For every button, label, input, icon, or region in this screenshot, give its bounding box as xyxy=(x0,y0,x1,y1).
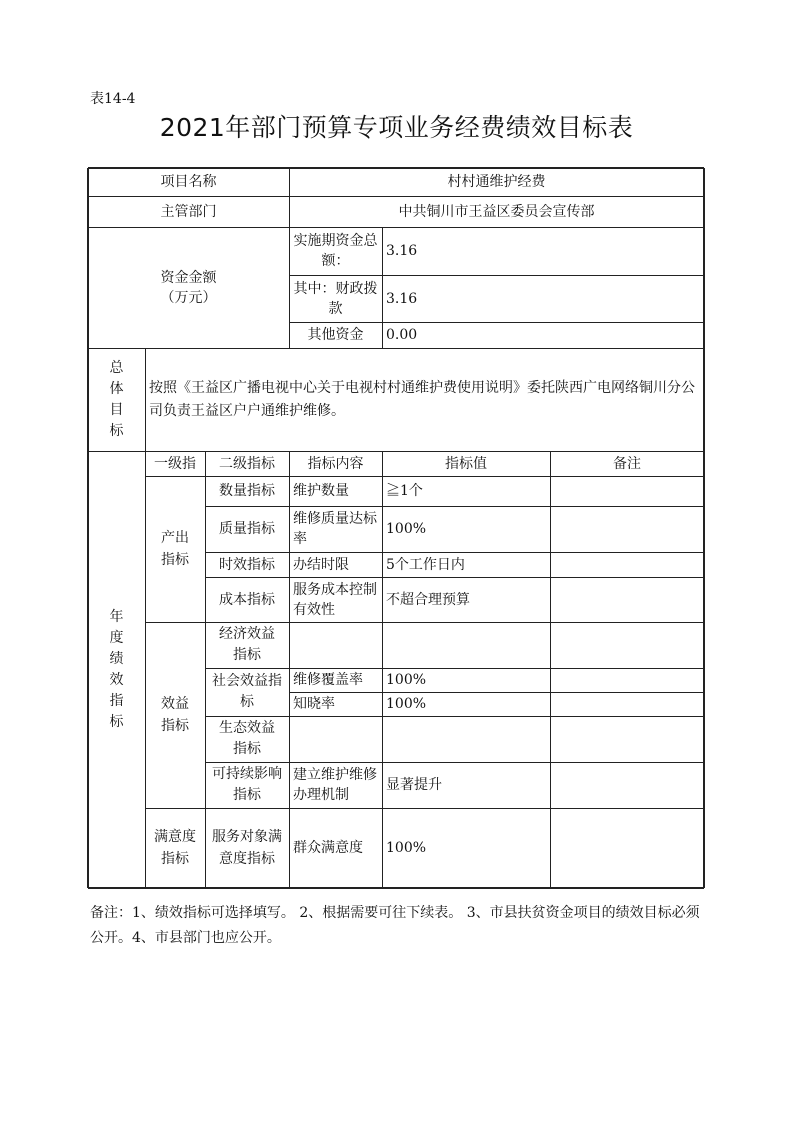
fund-label-line2: （万元） xyxy=(160,289,217,306)
row0-note xyxy=(550,476,704,506)
col-l1-header: 一级指 xyxy=(154,455,196,472)
row0-l2: 数量指标 xyxy=(219,483,275,499)
grid-line-h xyxy=(205,762,704,763)
fund-total-label: 实施期资金总额： xyxy=(293,233,378,269)
row8-note xyxy=(550,762,704,808)
row4-value xyxy=(382,622,550,668)
row2-note xyxy=(550,552,704,577)
row1-content: 维修质量达标率 xyxy=(293,511,377,547)
row6-value: 100% xyxy=(386,696,427,712)
row6-note xyxy=(550,692,704,716)
grid-line-h xyxy=(205,577,704,578)
fund-label-line1: 资金金额 xyxy=(160,269,217,286)
row1-note xyxy=(550,506,704,552)
dept-label: 主管部门 xyxy=(160,203,217,220)
grid-line-h xyxy=(289,692,704,693)
row5-value: 100% xyxy=(386,672,427,688)
row8-l2: 可持续影响指标 xyxy=(212,766,282,803)
col-note-header: 备注 xyxy=(613,455,641,472)
grid-line-h xyxy=(88,227,704,228)
row5-content: 维修覆盖率 xyxy=(293,672,363,688)
row0-value: ≧1个 xyxy=(386,483,423,499)
fund-fiscal-value: 3.16 xyxy=(386,290,418,307)
grid-line-h xyxy=(88,887,704,889)
grid-line-h xyxy=(145,476,704,477)
row4-note xyxy=(550,622,704,668)
row3-content: 服务成本控制有效性 xyxy=(293,581,377,618)
row7-note xyxy=(550,716,704,762)
project-name-label: 项目名称 xyxy=(160,174,217,190)
row9-note xyxy=(550,808,704,888)
row8-value: 显著提升 xyxy=(386,777,442,793)
grid-line-h xyxy=(205,506,704,507)
row0-content: 维护数量 xyxy=(293,483,349,499)
fund-fiscal-label: 其中：财政拨款 xyxy=(293,280,378,317)
footnote: 备注：1、绩效指标可选择填写。 2、根据需要可往下续表。 3、市县扶贫资金项目的绩效目标必须公开。4、市县部门也应公开。 xyxy=(90,905,700,946)
grid-line-v xyxy=(703,168,705,888)
indicators-section-label: 年度绩效指标 xyxy=(109,608,124,730)
grid-line-h xyxy=(205,716,704,717)
grid-line-h xyxy=(88,167,704,169)
output-indicators-label: 产出指标 xyxy=(161,530,189,568)
grid-line-v xyxy=(289,451,290,888)
grid-line-v xyxy=(550,451,551,888)
grid-line-v xyxy=(382,227,383,348)
fund-other-value: 0.00 xyxy=(386,327,418,343)
grid-line-h xyxy=(88,451,704,452)
fund-other-label: 其他资金 xyxy=(307,327,364,343)
col-l2-header: 二级指标 xyxy=(219,455,275,472)
row3-value: 不超合理预算 xyxy=(386,591,470,608)
row8-content: 建立维护维修办理机制 xyxy=(293,767,377,803)
row9-value: 100% xyxy=(386,840,427,856)
benefit-indicators-label: 效益指标 xyxy=(161,696,189,734)
satisfaction-indicators-label: 满意度指标 xyxy=(154,829,196,867)
grid-line-h xyxy=(289,322,704,323)
row1-value: 100% xyxy=(386,521,427,537)
col-value-header: 指标值 xyxy=(445,455,487,472)
grid-line-h xyxy=(145,808,704,809)
row5-l2: 社会效益指标 xyxy=(212,673,282,710)
row3-l2: 成本指标 xyxy=(219,591,275,608)
fund-total-value: 3.16 xyxy=(386,243,418,259)
row2-content: 办结时限 xyxy=(293,556,349,573)
row7-value xyxy=(382,716,550,762)
row5-note xyxy=(550,668,704,692)
table-id: 表14-4 xyxy=(90,91,136,107)
grid-line-h xyxy=(88,196,704,197)
row9-content: 群众满意度 xyxy=(293,840,363,856)
row9-l2: 服务对象满意度指标 xyxy=(212,829,282,867)
grid-line-h xyxy=(205,668,704,669)
project-name-value: 村村通维护经费 xyxy=(447,174,546,190)
row4-l2: 经济效益指标 xyxy=(219,626,275,663)
grid-line-h xyxy=(289,275,704,276)
row7-content xyxy=(289,716,382,762)
goal-text: 按照《王益区广播电视中心关于电视村村通维护费使用说明》委托陕西广电网络铜川分公司负责王益区户户通维护维修。 xyxy=(149,379,695,419)
row1-l2: 质量指标 xyxy=(219,521,275,537)
row6-content: 知晓率 xyxy=(293,696,335,712)
col-content-header: 指标内容 xyxy=(307,455,364,472)
dept-value: 中共铜川市王益区委员会宣传部 xyxy=(398,203,595,220)
goal-label: 总体目标 xyxy=(109,359,124,439)
row3-note xyxy=(550,577,704,622)
row2-l2: 时效指标 xyxy=(219,556,275,573)
row7-l2: 生态效益指标 xyxy=(219,720,275,757)
grid-line-h xyxy=(205,552,704,553)
row2-value: 5个工作日内 xyxy=(386,556,465,573)
grid-line-v xyxy=(382,451,383,888)
fund-label xyxy=(88,227,289,348)
grid-line-v xyxy=(87,168,89,888)
grid-line-v xyxy=(205,451,206,888)
grid-line-h xyxy=(88,348,704,349)
grid-line-h xyxy=(145,622,704,623)
row4-content xyxy=(289,622,382,668)
page-title: 2021年部门预算专项业务经费绩效目标表 xyxy=(159,113,634,142)
